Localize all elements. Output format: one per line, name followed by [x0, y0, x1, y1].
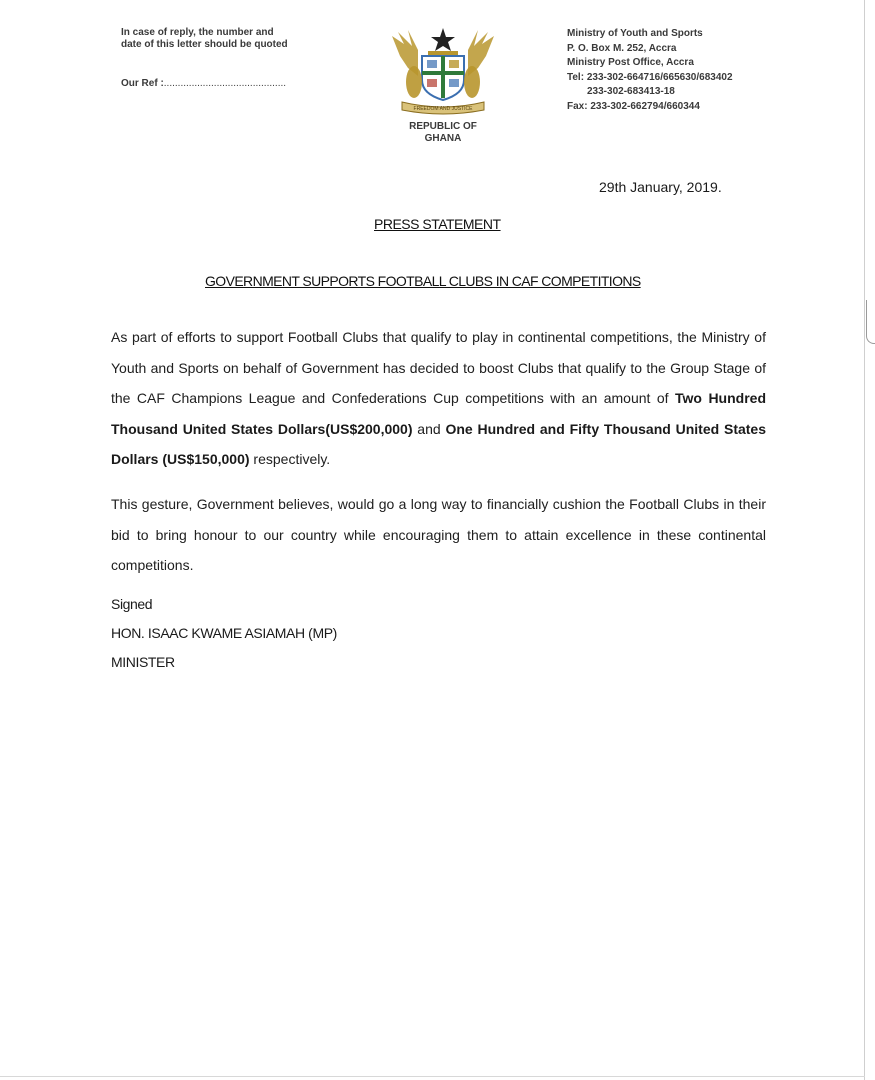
document-title: PRESS STATEMENT: [374, 216, 501, 232]
paragraph-2: This gesture, Government believes, would go a long way to financially cushion the Football Clubs in their bid to bring honour to our country while encouraging them to attain excellence in these continental competitions.: [111, 496, 766, 574]
ministry-line: P. O. Box M. 252, Accra: [567, 42, 677, 54]
paragraph-1-amount-confederations-cup: One Hundred and Fifty Thousand United States Dollars (US$150,000): [111, 420, 766, 468]
paragraph-1-text-c: respectively.: [249, 451, 331, 468]
our-ref-label: Our Ref :: [121, 78, 164, 89]
headline: GOVERNMENT SUPPORTS FOOTBALL CLUBS IN CAF COMPETITIONS: [205, 273, 641, 289]
republic-label: REPUBLIC OF GHANA: [409, 121, 477, 144]
page-edge-right: [864, 0, 865, 1080]
ghana-coat-of-arms-icon: [384, 22, 502, 118]
signatory-name: HON. ISAAC KWAME ASIAMAH (MP): [111, 625, 337, 641]
page-edge-bottom: [0, 1076, 865, 1077]
scrollbar-handle[interactable]: [866, 300, 875, 344]
reply-note-line-1: In case of reply, the number and: [121, 27, 274, 38]
ministry-line: 233-302-683413-18: [587, 86, 675, 98]
our-ref-dots: ............................................: [163, 78, 287, 89]
signed-label: Signed: [111, 596, 153, 612]
ministry-line: Ministry of Youth and Sports: [567, 28, 703, 39]
our-ref: [121, 78, 286, 90]
letter-date: 29th January, 2019.: [599, 179, 722, 195]
paragraph-1: [111, 322, 766, 475]
reply-note-line-2: date of this letter should be quoted: [121, 39, 288, 50]
ministry-line: Tel: 233-302-664716/665630/683402: [567, 71, 733, 83]
paragraph-1-text-b: and: [412, 420, 446, 437]
paragraph-1-text-a: As part of efforts to support Football Clubs that qualify to play in continental competitions, the Ministry of Youth and Sports on behalf of Government has decided to boost Clubs that qualify to the Group Stage of the CAF Champions League and Confederations Cup competitions with an amount of: [111, 329, 766, 407]
ministry-line: Ministry Post Office, Accra: [567, 57, 694, 69]
ministry-line: Fax: 233-302-662794/660344: [567, 100, 700, 112]
signatory-position: MINISTER: [111, 654, 175, 670]
paragraph-1-amount-champions-league: Two Hundred Thousand United States Dollars(US$200,000): [111, 390, 767, 437]
reply-note: [121, 27, 331, 51]
ministry-address: [567, 27, 777, 115]
crest-motto: FREEDOM AND JUSTICE: [413, 106, 473, 112]
